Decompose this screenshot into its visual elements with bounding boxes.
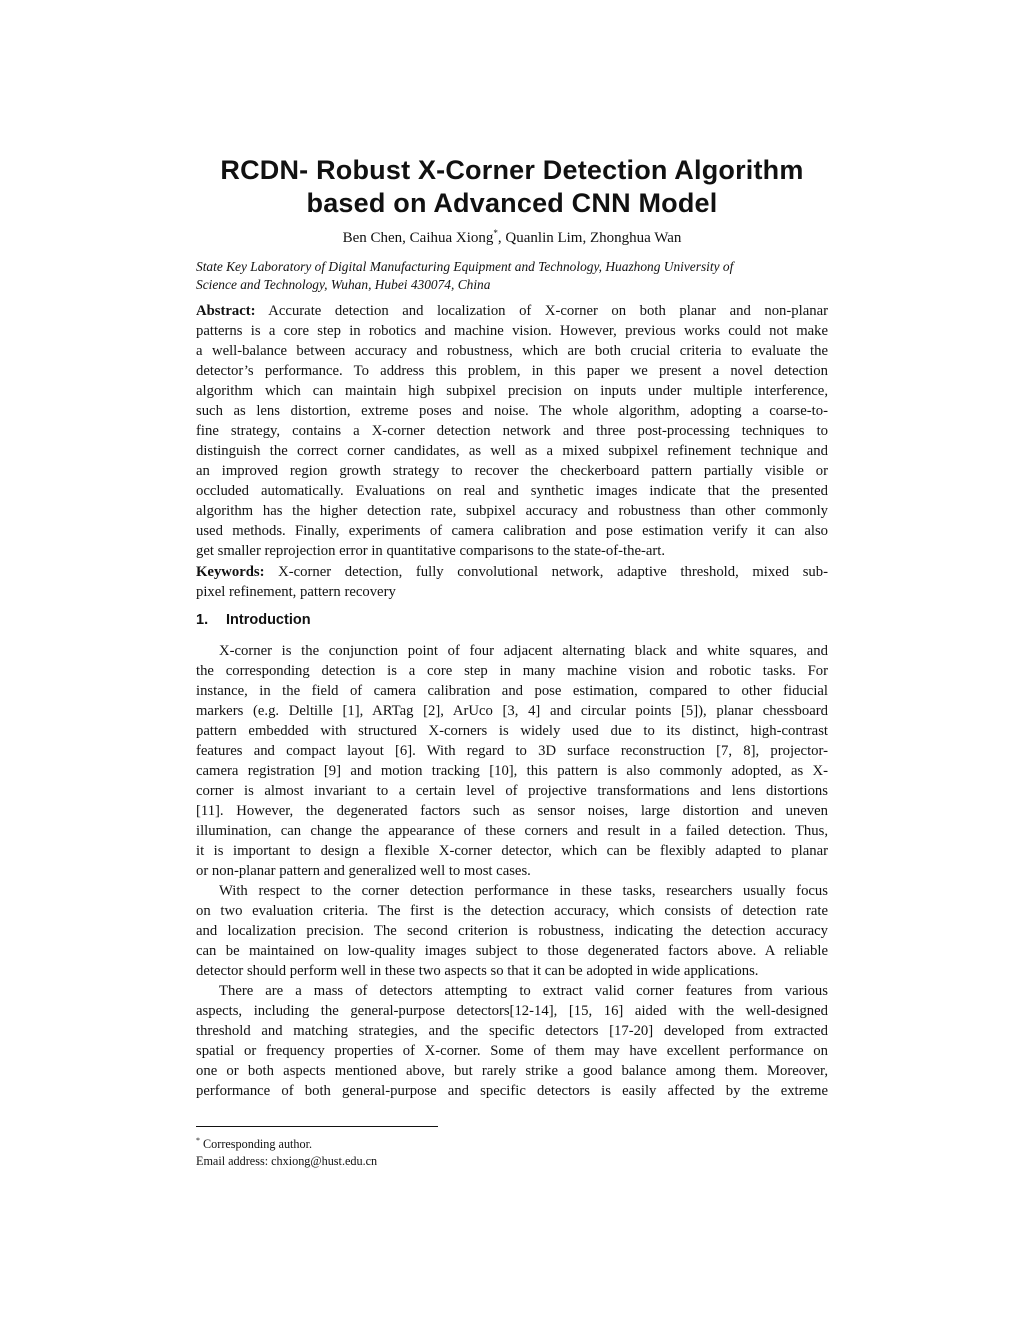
paragraph-line: With respect to the corner detection performance in these tasks, researchers usually focus bbox=[219, 883, 828, 899]
section-number: 1. bbox=[196, 612, 209, 628]
paragraph-line: aspects, including the general-purpose detectors[12-14], [15, 16] aided with the well-designed bbox=[196, 1003, 828, 1019]
paragraph-line: or non-planar pattern and generalized well to most cases. bbox=[196, 863, 531, 879]
paragraph-line: There are a mass of detectors attempting to extract valid corner features from various bbox=[219, 983, 828, 999]
authors-text: Ben Chen, Caihua Xiong bbox=[342, 230, 494, 246]
abstract-line: such as lens distortion, extreme poses and noise. The whole algorithm, adopting a coarse-to- bbox=[196, 403, 828, 419]
footnotes bbox=[196, 1136, 796, 1170]
abstract-line: used methods. Finally, experiments of camera calibration and pose estimation verify it can also bbox=[196, 523, 828, 539]
abstract-line: a well-balance between accuracy and robustness, which are both crucial criteria to evaluate the bbox=[196, 343, 828, 359]
footnote-mark: * bbox=[196, 1136, 200, 1145]
paragraph-line: threshold and matching strategies, and the specific detectors [17-20] developed from extracted bbox=[196, 1023, 828, 1039]
affiliation bbox=[196, 258, 828, 294]
footnote-email: Email address: chxiong@hust.edu.cn bbox=[196, 1154, 378, 1168]
title-line-2: based on Advanced CNN Model bbox=[306, 188, 718, 218]
paragraph-line: instance, in the field of camera calibration and pose estimation, compared to other fiducial bbox=[196, 683, 828, 699]
paragraph-line: spatial or frequency properties of X-corner. Some of them may have excellent performance on bbox=[196, 1043, 828, 1059]
abstract-line: occluded automatically. Evaluations on real and synthetic images indicate that the presented bbox=[196, 483, 828, 499]
authors-text-rest: , Quanlin Lim, Zhonghua Wan bbox=[497, 230, 682, 246]
affiliation-line: Science and Technology, Wuhan, Hubei 430074, China bbox=[196, 277, 491, 292]
paragraph-line: one or both aspects mentioned above, but rarely strike a good balance among them. Moreover, bbox=[196, 1063, 828, 1079]
paragraph-line: features and compact layout [6]. With regard to 3D surface reconstruction [7, 8], projector- bbox=[196, 743, 828, 759]
abstract-line: fine strategy, contains a X-corner detection network and three post-processing techniques to bbox=[196, 423, 828, 439]
footnote-corresponding: * Corresponding author. bbox=[196, 1136, 313, 1151]
abstract-line: algorithm has the higher detection rate, subpixel accuracy and robustness than other commonly bbox=[196, 503, 828, 519]
abstract-line: an improved region growth strategy to recover the checkerboard pattern partially visible or bbox=[196, 463, 828, 479]
paragraph-line: illumination, can change the appearance of these corners and result in a failed detection. Thus, bbox=[196, 823, 828, 839]
abstract-line: patterns is a core step in robotics and machine vision. However, previous works could not make bbox=[196, 323, 828, 339]
paragraph-line: camera registration [9] and motion tracking [10], this pattern is also commonly adopted, as X- bbox=[196, 763, 828, 779]
keywords-line: Keywords: X-corner detection, fully convolutional network, adaptive threshold, mixed sub- bbox=[196, 564, 828, 580]
keywords-label: Keywords: bbox=[196, 564, 265, 580]
abstract-line: algorithm which can maintain high subpixel precision on inputs under multiple interference, bbox=[196, 383, 828, 399]
keywords bbox=[196, 562, 828, 602]
paragraph-line: the corresponding detection is a core step in many machine vision and robotic tasks. For bbox=[196, 663, 828, 679]
paragraph-line: it is important to design a flexible X-corner detector, which can be flexibly adapted to planar bbox=[196, 843, 828, 859]
footnote-divider bbox=[196, 1126, 438, 1127]
title-line-1: RCDN- Robust X-Corner Detection Algorithm bbox=[220, 155, 804, 185]
corresponding-author-mark: * bbox=[493, 228, 498, 238]
abstract-line: get smaller reprojection error in quantitative comparisons to the state-of-the-art. bbox=[196, 543, 666, 559]
paragraph-line: can be maintained on low-quality images subject to those degenerated factors above. A reliable bbox=[196, 943, 828, 959]
introduction-body bbox=[196, 641, 828, 1101]
keywords-line: pixel refinement, pattern recovery bbox=[196, 584, 396, 600]
paragraph-line: [11]. However, the degenerated factors such as sensor noises, large distortion and uneven bbox=[196, 803, 828, 819]
abstract-line: Abstract: Accurate detection and localization of X-corner on both planar and non-planar bbox=[196, 303, 828, 319]
author-list bbox=[150, 229, 874, 247]
paper-title bbox=[150, 154, 874, 220]
affiliation-line: State Key Laboratory of Digital Manufacturing Equipment and Technology, Huazhong University of bbox=[196, 259, 734, 274]
abstract bbox=[196, 301, 828, 561]
abstract-label: Abstract: bbox=[196, 303, 256, 319]
abstract-line: distinguish the correct corner candidates, as well as a mixed subpixel refinement technique and bbox=[196, 443, 828, 459]
paragraph-line: performance of both general-purpose and specific detectors is easily affected by the extreme bbox=[196, 1083, 828, 1099]
paragraph-line: detector should perform well in these two aspects so that it can be adopted in wide applications. bbox=[196, 963, 759, 979]
paragraph-line: corner is almost invariant to a certain level of projective transformations and lens distortions bbox=[196, 783, 828, 799]
paragraph-line: and localization precision. The second criterion is robustness, indicating the detection accuracy bbox=[196, 923, 828, 939]
paragraph-line: pattern embedded with structured X-corners is widely used due to its distinct, high-contrast bbox=[196, 723, 828, 739]
abstract-line: detector’s performance. To address this problem, in this paper we present a novel detection bbox=[196, 363, 828, 379]
section-title: Introduction bbox=[226, 612, 311, 628]
section-heading-introduction bbox=[196, 610, 311, 630]
paragraph-line: X-corner is the conjunction point of four adjacent alternating black and white squares, and bbox=[219, 643, 828, 659]
paragraph-line: markers (e.g. Deltille [1], ARTag [2], ArUco [3, 4] and circular points [5]), planar chessboard bbox=[196, 703, 828, 719]
paragraph-line: on two evaluation criteria. The first is the detection accuracy, which consists of detection rate bbox=[196, 903, 828, 919]
